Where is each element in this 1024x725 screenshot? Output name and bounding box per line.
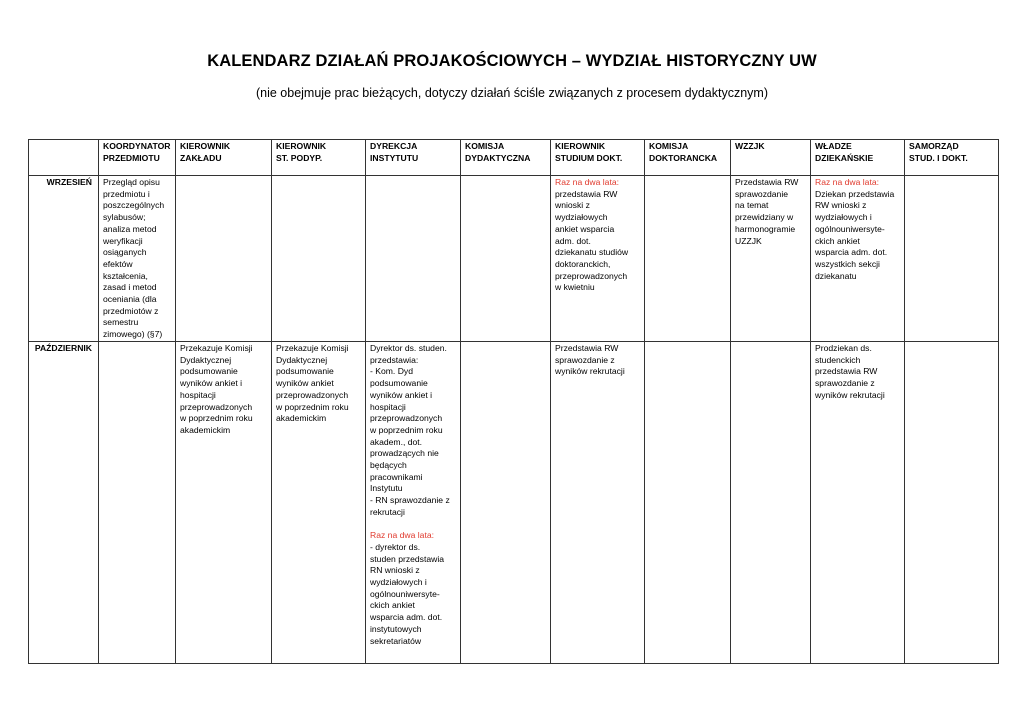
cell-empty [99, 342, 176, 664]
header-cell-wzzjk: WZZJK [731, 140, 811, 176]
document-subtitle: (nie obejmuje prac bieżących, dotyczy działań ściśle związanych z procesem dydaktycznym) [255, 86, 769, 100]
cell-empty [645, 342, 731, 664]
cell-text: Dyrektor ds. studen. przedstawia: - Kom. Dyd podsumowanie wyników ankiet i hospitacji przeprowadzonych w poprzednim roku akadem., dot. prowadzących nie będących pracownikami Instytutu - RN sprawozdanie z rekrutacji [370, 343, 450, 517]
cell-wladze: Prodziekan ds. studenckich przedstawia RW sprawozdanie z wyników rekrutacji [811, 342, 905, 664]
cell-empty [176, 176, 272, 342]
cell-text: przedstawia RW wnioski z wydziałowych ankiet wsparcia adm. dot. dziekanatu studiów doktoranckich, przeprowadzonych w kwietniu [555, 188, 629, 293]
header-row [29, 140, 999, 176]
header-cell-kierownik-studium: KIEROWNIK STUDIUM DOKT. [551, 140, 645, 176]
cell-text: - dyrektor ds. studen przedstawia RN wnioski z wydziałowych i ogólnouniwersyte- ckich ankiet wsparcia adm. dot. instytutowych sekretariatów [370, 541, 445, 646]
cell-empty [366, 176, 461, 342]
cell-empty [645, 176, 731, 342]
biennial-note: Raz na dwa lata: [815, 177, 880, 187]
header-cell-komisja-doktorancka: KOMISJA DOKTORANCKA [645, 140, 731, 176]
header-cell-kierownik-zakladu: KIEROWNIK ZAKŁADU [176, 140, 272, 176]
biennial-note: Raz na dwa lata: [370, 530, 435, 541]
cell-dyrekcja [366, 342, 461, 664]
cell-empty [272, 176, 366, 342]
header-cell-koordynator: KOORDYNATOR PRZEDMIOTU [99, 140, 176, 176]
calendar-table [28, 139, 999, 664]
cell-empty [905, 342, 999, 664]
cell-text: Dziekan przedstawia RW wnioski z wydziałowych i ogólnouniwersyte- ckich ankiet wsparcia adm. dot. wszystkich sekcji dziekanatu [815, 188, 895, 281]
cell-koordynator: Przegląd opisu przedmiotu i poszczególnych sylabusów; analiza metod weryfikacji osiąganych efektów kształcenia, zasad i metod oceniania (dla przedmiotów z semestru zimowego) (§7) [99, 176, 176, 342]
header-cell-samorzad: SAMORZĄD STUD. I DOKT. [905, 140, 999, 176]
cell-wzzjk: Przedstawia RW sprawozdanie na temat przewidziany w harmonogramie UZZJK [731, 176, 811, 342]
header-cell-month [29, 140, 99, 176]
cell-empty [461, 342, 551, 664]
cell-kierownik-studium: Przedstawia RW sprawozdanie z wyników rekrutacji [551, 342, 645, 664]
cell-kierownik-podyp: Przekazuje Komisji Dydaktycznej podsumowanie wyników ankiet przeprowadzonych w poprzednim roku akademickim [272, 342, 366, 664]
header-cell-komisja-dydaktyczna: KOMISJA DYDAKTYCZNA [461, 140, 551, 176]
spacer [370, 519, 456, 531]
cell-empty [461, 176, 551, 342]
cell-kierownik-zakladu: Przekazuje Komisji Dydaktycznej podsumowanie wyników ankiet i hospitacji przeprowadzonych w poprzednim roku akademickim [176, 342, 272, 664]
cell-empty [905, 176, 999, 342]
table-row-wrzesien [29, 176, 999, 342]
cell-kierownik-studium [551, 176, 645, 342]
month-label: PAŹDZIERNIK [29, 342, 99, 664]
header-cell-wladze: WŁADZE DZIEKAŃSKIE [811, 140, 905, 176]
biennial-note: Raz na dwa lata: [555, 177, 620, 187]
cell-empty [731, 342, 811, 664]
table-row-pazdziernik [29, 342, 999, 664]
header-cell-dyrekcja: DYREKCJA INSTYTUTU [366, 140, 461, 176]
document-title: KALENDARZ DZIAŁAŃ PROJAKOŚCIOWYCH – WYDZIAŁ HISTORYCZNY UW [207, 52, 817, 70]
month-label: WRZESIEŃ [29, 176, 99, 342]
cell-wladze [811, 176, 905, 342]
header-cell-kierownik-podyp: KIEROWNIK ST. PODYP. [272, 140, 366, 176]
